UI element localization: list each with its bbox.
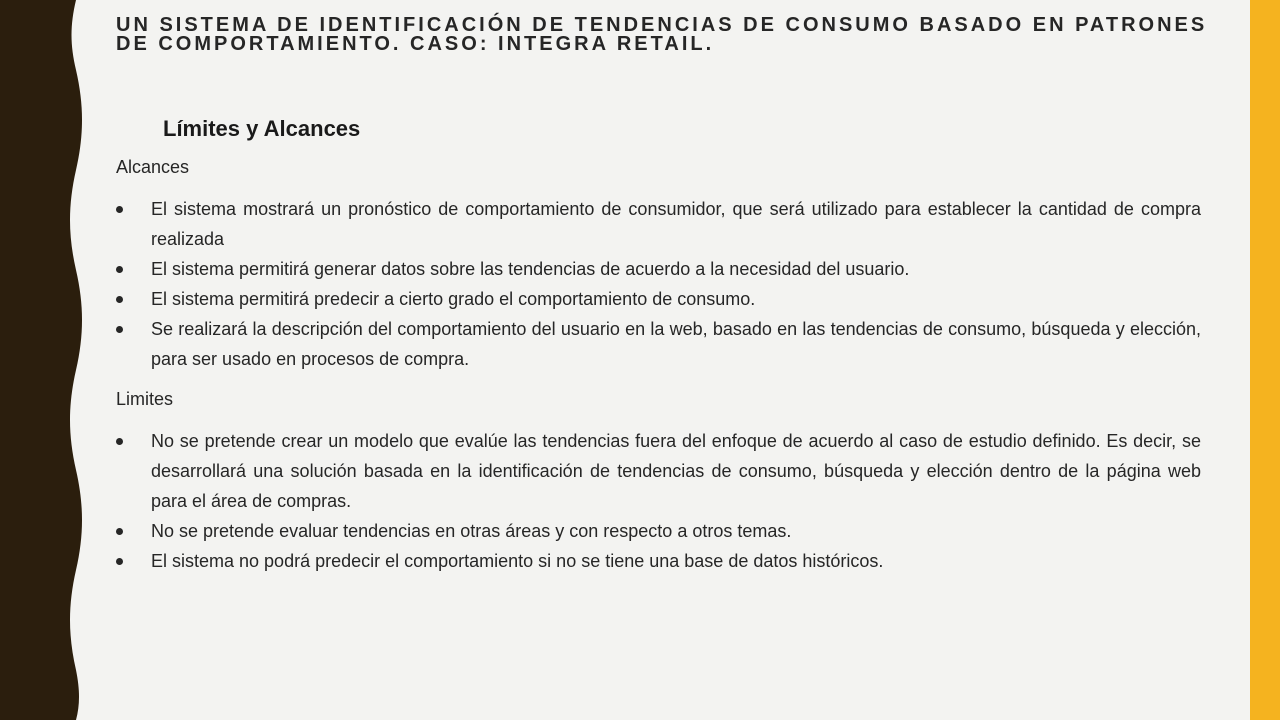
list-item-text: El sistema no podrá predecir el comportamiento si no se tiene una base de datos históricos. xyxy=(151,551,884,571)
slide-title: UN SISTEMA DE IDENTIFICACIÓN DE TENDENCIAS DE CONSUMO BASADO EN PATRONES DE COMPORTAMIENTO. CASO: INTEGRA RETAIL. xyxy=(116,14,1208,55)
limites-list xyxy=(116,426,1201,576)
bullet-icon xyxy=(116,206,123,213)
bullet-icon xyxy=(116,438,123,445)
alcances-list xyxy=(116,194,1201,374)
section-heading: Límites y Alcances xyxy=(163,116,361,141)
list-item-text: El sistema permitirá predecir a cierto grado el comportamiento de consumo. xyxy=(151,289,756,309)
list-item xyxy=(116,254,1201,284)
bullet-icon xyxy=(116,266,123,273)
list-item-text: Se realizará la descripción del comportamiento del usuario en la web, basado en las tendencias de consumo, búsqueda y elección, para ser usado en procesos de compra. xyxy=(151,319,1201,369)
bullet-icon xyxy=(116,326,123,333)
alcances-heading: Alcances xyxy=(116,157,190,177)
wave-shape xyxy=(0,0,82,720)
bullet-icon xyxy=(116,558,123,565)
slide-content xyxy=(116,152,1201,576)
bullet-icon xyxy=(116,296,123,303)
list-item-text: No se pretende evaluar tendencias en otras áreas y con respecto a otros temas. xyxy=(151,521,792,541)
list-item xyxy=(116,284,1201,314)
list-item-text: El sistema permitirá generar datos sobre las tendencias de acuerdo a la necesidad del usuario. xyxy=(151,259,910,279)
list-item xyxy=(116,426,1201,516)
left-decorative-wave-band xyxy=(0,0,100,720)
bullet-icon xyxy=(116,528,123,535)
limites-heading: Limites xyxy=(116,389,174,409)
list-item xyxy=(116,314,1201,374)
list-item-text: El sistema mostrará un pronóstico de comportamiento de consumidor, que será utilizado para establecer la cantidad de compra realizada xyxy=(151,199,1201,249)
list-item xyxy=(116,194,1201,254)
list-item xyxy=(116,546,1201,576)
right-accent-band xyxy=(1250,0,1280,720)
list-item-text: No se pretende crear un modelo que evalúe las tendencias fuera del enfoque de acuerdo al caso de estudio definido. Es decir, se desarrollará una solución basada en la identificación de tendencias de consumo, búsqueda y elección dentro de la página web para el área de compras. xyxy=(151,431,1201,511)
list-item xyxy=(116,516,1201,546)
